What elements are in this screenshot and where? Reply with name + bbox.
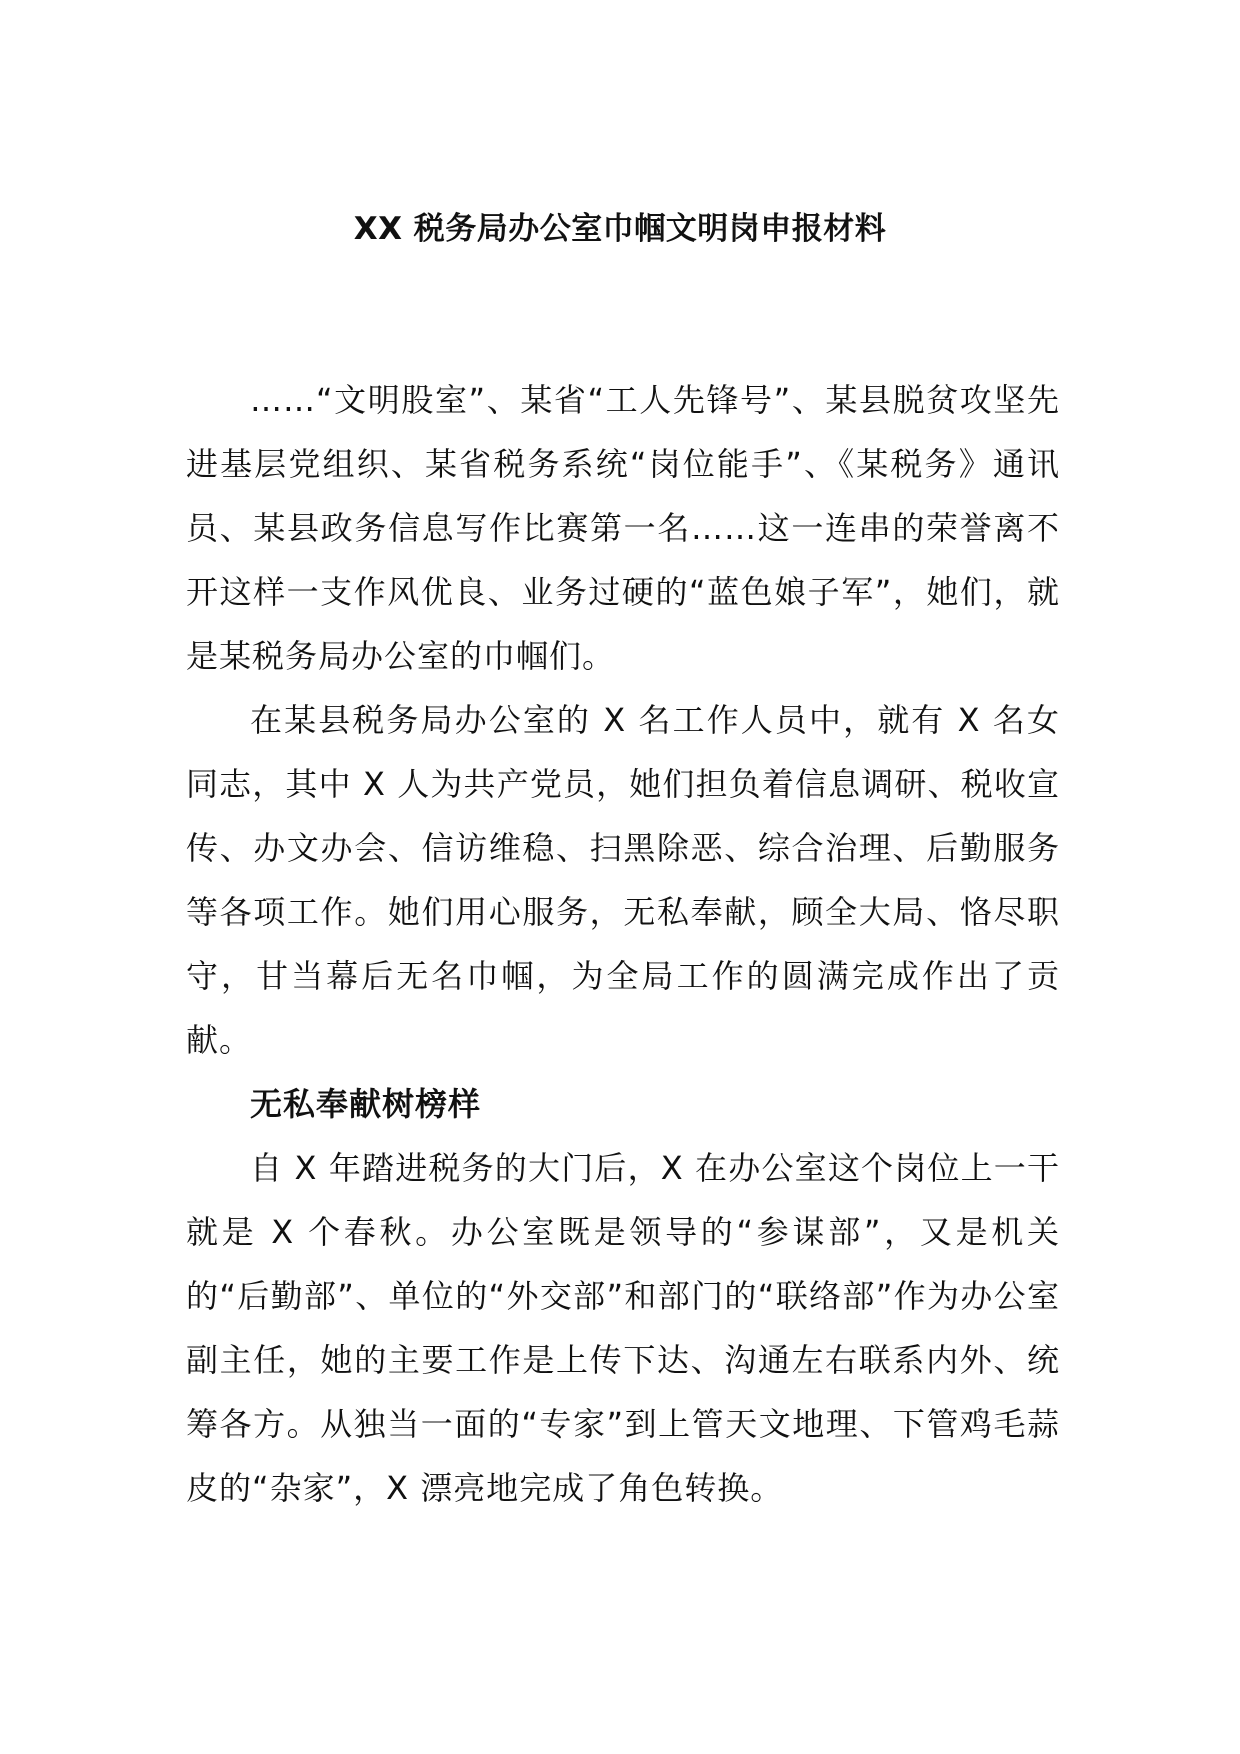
section-heading: 无私奉献树榜样 xyxy=(250,1085,482,1123)
intro-paragraph: ……“文明股室”、某省“工人先锋号”、某县脱贫攻坚先进基层党组织、某省税务系统“岗位能手”、《某税务》通讯员、某县政务信息写作比赛第一名……这一连串的荣誉离不开这样一支作风优良、业务过硬的“蓝色娘子军”，她们，就是某税务局办公室的巾帼们。 xyxy=(186,381,1060,675)
document-body xyxy=(186,368,1060,1520)
section-paragraph: 自 X 年踏进税务的大门后，X 在办公室这个岗位上一干就是 X 个春秋。办公室既是领导的“参谋部”，又是机关的“后勤部”、单位的“外交部”和部门的“联络部”作为办公室副主任，她的主要工作是上传下达、沟通左右联系内外、统筹各方。从独当一面的“专家”到上管天文地理、下管鸡毛蒜皮的“杂家”，X 漂亮地完成了角色转换。 xyxy=(186,1149,1060,1507)
staff-paragraph: 在某县税务局办公室的 X 名工作人员中，就有 X 名女同志，其中 X 人为共产党员，她们担负着信息调研、税收宣传、办文办会、信访维稳、扫黑除恶、综合治理、后勤服务等各项工作。她们用心服务，无私奉献，顾全大局、恪尽职守，甘当幕后无名巾帼，为全局工作的圆满完成作出了贡献。 xyxy=(186,701,1060,1059)
document-title: XX 税务局办公室巾帼文明岗申报材料 xyxy=(353,211,887,247)
